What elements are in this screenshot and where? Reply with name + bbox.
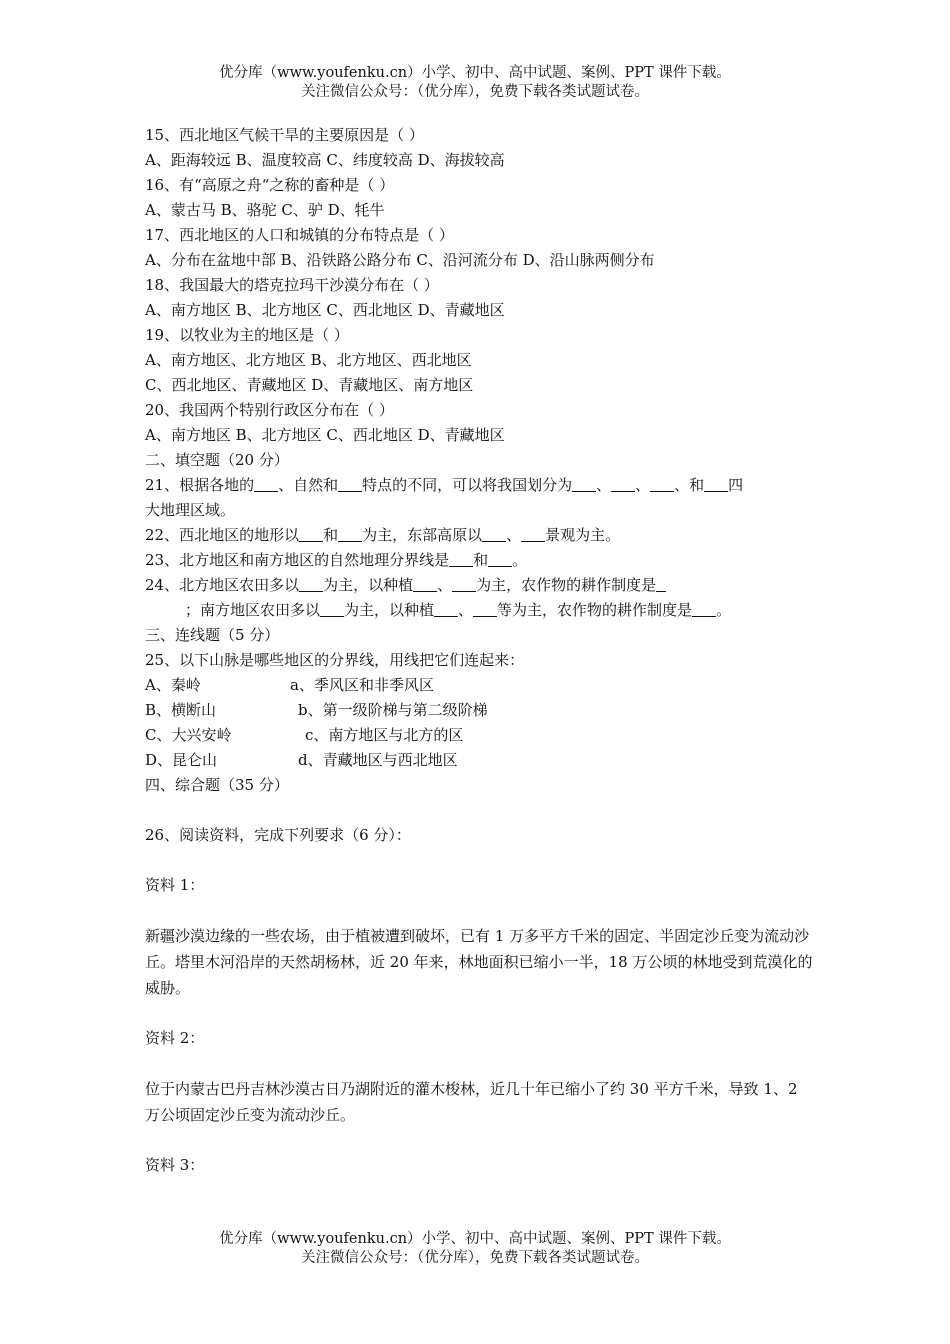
page-footer xyxy=(0,1230,950,1268)
matching-left: B、横断山 xyxy=(145,701,217,719)
material-1-label: 资料 1： xyxy=(145,876,205,894)
answer-blank[interactable] xyxy=(656,575,666,592)
answer-blank[interactable] xyxy=(611,475,635,492)
footer-line-2: 关注微信公众号：（优分库），免费下载各类试题试卷。 xyxy=(301,1250,649,1266)
answer-blank[interactable] xyxy=(692,600,716,617)
matching-row-d xyxy=(145,748,815,773)
matching-left: D、昆仑山 xyxy=(145,751,218,769)
answer-blank[interactable] xyxy=(572,475,596,492)
material-2-label: 资料 2： xyxy=(145,1029,205,1047)
answer-blank[interactable] xyxy=(488,550,512,567)
matching-left: A、秦岭 xyxy=(145,676,201,694)
answer-blank[interactable] xyxy=(413,575,437,592)
matching-right: d、青藏地区与西北地区 xyxy=(298,751,458,769)
answer-blank[interactable] xyxy=(704,475,728,492)
answer-blank[interactable] xyxy=(449,550,473,567)
question-16-stem: 16、有“高原之舟“之称的畜种是（ ） xyxy=(145,176,395,194)
answer-blank[interactable] xyxy=(338,525,362,542)
question-15-stem: 15、西北地区气候干旱的主要原因是（ ） xyxy=(145,126,424,144)
question-15-options: A、距海较远 B、温度较高 C、纬度较高 D、海拔较高 xyxy=(145,151,505,169)
question-19-stem: 19、以牧业为主的地区是（ ） xyxy=(145,326,349,344)
answer-blank[interactable] xyxy=(434,600,458,617)
question-22: 22、西北地区的地形以 和 为主，东部高原以 、 景观为主。 xyxy=(145,526,621,544)
matching-right: a、季风区和非季风区 xyxy=(290,676,434,694)
question-23: 23、北方地区和南方地区的自然地理分界线是 和 。 xyxy=(145,551,528,569)
material-2-text: 位于内蒙古巴丹吉林沙漠古日乃湖附近的灌木梭林，近几十年已缩小了约 30 平方千米，导致 1、2 万公顷固定沙丘变为流动沙丘。 xyxy=(145,1080,798,1124)
header-line-1: 优分库（www.youfenku.cn）小学、初中、高中试题、案例、PPT 课件下载。 xyxy=(219,65,731,81)
question-18-stem: 18、我国最大的塔克拉玛干沙漠分布在（ ） xyxy=(145,276,439,294)
question-21-line-2: 大地理区域。 xyxy=(145,501,236,519)
section-2-heading: 二、填空题（20 分） xyxy=(145,451,289,469)
section-4-heading: 四、综合题（35 分） xyxy=(145,776,289,794)
question-19-options-1: A、南方地区、北方地区 B、北方地区、西北地区 xyxy=(145,351,472,369)
question-24-line-1: 24、北方地区农田多以 为主，以种植 、 为主，农作物的耕作制度是 xyxy=(145,573,815,598)
question-25-stem: 25、以下山脉是哪些地区的分界线，用线把它们连起来： xyxy=(145,651,525,669)
footer-line-1: 优分库（www.youfenku.cn）小学、初中、高中试题、案例、PPT 课件下载。 xyxy=(219,1231,731,1247)
matching-row-c xyxy=(145,723,815,748)
header-line-2: 关注微信公众号：（优分库），免费下载各类试题试卷。 xyxy=(301,84,649,100)
matching-right: b、第一级阶梯与第二级阶梯 xyxy=(298,701,488,719)
question-26-stem: 26、阅读资料，完成下列要求（6 分）： xyxy=(145,826,411,844)
question-19-options-2: C、西北地区、青藏地区 D、青藏地区、南方地区 xyxy=(145,376,474,394)
answer-blank[interactable] xyxy=(482,525,506,542)
answer-blank[interactable] xyxy=(299,525,323,542)
material-3-label: 资料 3： xyxy=(145,1156,205,1174)
question-17-options: A、分布在盆地中部 B、沿铁路公路分布 C、沿河流分布 D、沿山脉两侧分布 xyxy=(145,251,655,269)
question-17-stem: 17、西北地区的人口和城镇的分布特点是（ ） xyxy=(145,226,454,244)
matching-row-a xyxy=(145,673,815,698)
answer-blank[interactable] xyxy=(299,575,323,592)
answer-blank[interactable] xyxy=(254,475,278,492)
answer-blank[interactable] xyxy=(473,600,497,617)
answer-blank[interactable] xyxy=(521,525,545,542)
answer-blank[interactable] xyxy=(338,475,362,492)
matching-left: C、大兴安岭 xyxy=(145,726,232,744)
question-20-options: A、南方地区 B、北方地区 C、西北地区 D、青藏地区 xyxy=(145,426,505,444)
question-16-options: A、蒙古马 B、骆驼 C、驴 D、牦牛 xyxy=(145,201,385,219)
question-24-line-2: ；南方地区农田多以 为主，以种植 、 等为主，农作物的耕作制度是 。 xyxy=(185,601,732,619)
question-21-line-1: 21、根据各地的 、自然和 特点的不同，可以将我国划分为 、 、 、和 四 xyxy=(145,476,744,494)
answer-blank[interactable] xyxy=(320,600,344,617)
matching-right: c、南方地区与北方的区 xyxy=(305,726,464,744)
answer-blank[interactable] xyxy=(452,575,476,592)
material-1-text: 新疆沙漠边缘的一些农场，由于植被遭到破坏，已有 1 万多平方千米的固定、半固定沙丘变为流动沙丘。塔里木河沿岸的天然胡杨林，近 20 年来，林地面积已缩小一半，18 万公顷的林地受到荒漠化的威胁。 xyxy=(145,927,813,997)
exam-content xyxy=(145,123,815,1178)
matching-row-b xyxy=(145,698,815,723)
question-18-options: A、南方地区 B、北方地区 C、西北地区 D、青藏地区 xyxy=(145,301,505,319)
question-20-stem: 20、我国两个特别行政区分布在（ ） xyxy=(145,401,394,419)
answer-blank[interactable] xyxy=(650,475,674,492)
page-header xyxy=(0,64,950,102)
section-3-heading: 三、连线题（5 分） xyxy=(145,626,280,644)
